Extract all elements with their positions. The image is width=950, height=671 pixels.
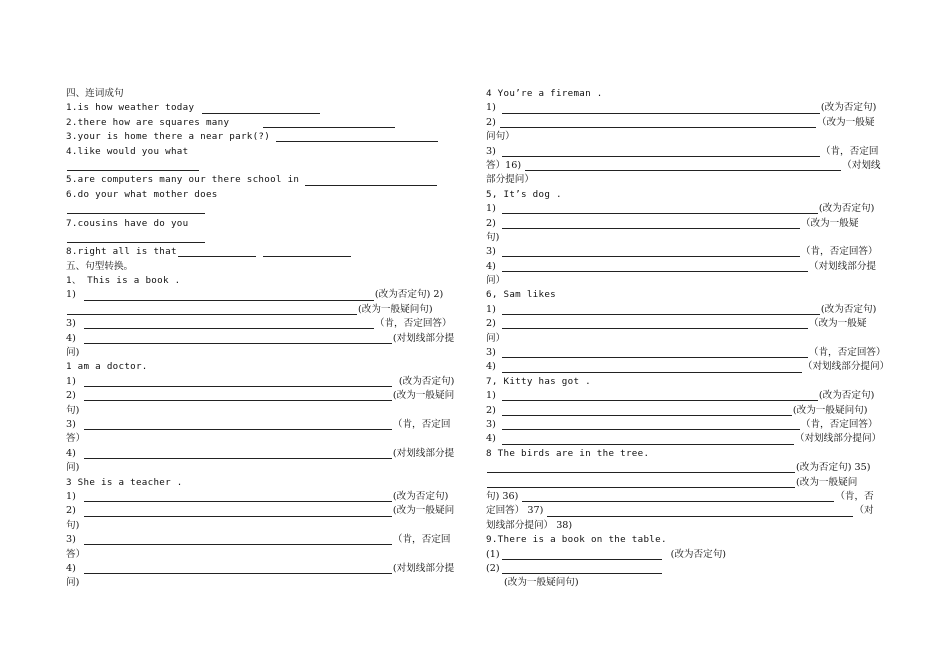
answer-blank[interactable] [84,449,392,459]
sentence-5: 5.are computers many our there school in [66,173,470,187]
q4-line-3: 3) （肯，否定回 [486,145,879,157]
answer-blank[interactable] [525,161,841,171]
answer-blank[interactable] [67,233,205,243]
answer-blank[interactable] [84,377,392,387]
answer-blank[interactable] [502,406,792,416]
right-column: 4 You’re a fireman . 1) (改为否定句) 2) （改为一般疑 问句） 3) （肯，否定回 答）16) （对划线 部分提问） 5, It’s dog . 1) (改为否定句) 2) （改为一般疑 句) 3) （肯，否定回答） 4) （对划线部分提 问） 6, Sam likes 1) (改为否定句) 2) （改为一般疑 问） 3) （肯，否定回答） 4) （对划线部分提问） 7, Kitty has got . 1) (改为否定句) 2) (改为一般疑问句) 3) （肯，否定回答） 4) （对划线部分提问） 8 The birds are in the tree. (改为否定句) 35) (改为一般疑问 句) 36) （肯，否 定回答） 37) （对 划线部分提问） 38) 9.There is a book on the table. (1) (改为否定句) (2) (改为一般疑问句) [486,88,890,589]
question-8: 8 The birds are in the tree. [486,447,650,459]
q6-line-1: 1) (改为否定句) [486,303,877,315]
q8-line-1: (改为否定句) 35) [486,461,886,475]
q7-line-4: 4) （对划线部分提问） [486,433,882,445]
left-column: 四、连词成句 1.is how weather today 2.there how are squares many 3.your is home there a near park(?) 4.like would you what 5.are computers many our there school in 6.do your what mother does 7.cousins have do you 8.right all is that 五、句型转换。 1、 This is a book . 1) (改为否定句) 2) (改为一般疑问句) 3) （肯，否定回答） 4) (对划线部分提 问) 1 am a doctor. 1) (改为否定句) 2) (改为一般疑问 句) 3) （肯，否定回 答） 4) (对划线部分提 问) 3 She is a teacher . 1) (改为否定句) 2) (改为一般疑问 句) 3) （肯，否定回 答） 4) (对划线部分提 问) [66,87,470,591]
answer-blank[interactable] [487,463,795,473]
q5-line-3: 3) （肯，否定回答） [486,246,878,258]
answer-blank[interactable] [84,507,392,517]
answer-blank[interactable] [67,305,357,315]
answer-blank[interactable] [502,564,662,574]
q5-line-4: 4) （对划线部分提 [486,260,877,272]
answer-blank[interactable] [502,219,800,229]
sentence-6: 6.do your what mother does [66,188,218,200]
answer-blank[interactable] [84,334,392,344]
q6-line-3: 3) （肯，否定回答） [486,347,886,359]
answer-blank[interactable] [502,363,802,373]
answer-blank[interactable] [502,550,662,560]
answer-blank[interactable] [67,161,199,171]
sentence-8: 8.right all is that [66,245,470,259]
q8-line-3: 句) 36) （肯，否 [486,490,874,502]
q7-line-2: 2) (改为一般疑问句) [486,404,868,416]
q2-line-1: 1) (改为否定句) [66,375,455,387]
q6-line-2: 2) （改为一般疑 [486,318,867,330]
q1-line-1: 1) (改为否定句) 2) [66,289,444,301]
q2-line-2: 2) (改为一般疑问 [66,390,455,402]
question-4: 4 You’re a fireman . [486,88,603,99]
question-2: 1 am a doctor. [66,361,148,373]
answer-blank[interactable] [305,176,437,186]
answer-blank[interactable] [202,104,320,114]
q1-line-4: 4) (对划线部分提 [66,332,455,344]
answer-blank[interactable] [502,420,800,430]
answer-blank[interactable] [263,118,395,128]
section-four-heading: 四、连词成句 [66,88,124,99]
answer-blank[interactable] [522,492,834,502]
answer-blank[interactable] [487,478,795,488]
q4-line-4: 答）16) （对划线 [486,159,881,171]
question-7: 7, Kitty has got . [486,375,591,387]
sentence-4-answer [66,159,470,173]
q3-line-3: 3) （肯，否定回 [66,534,451,546]
answer-blank[interactable] [84,564,392,574]
answer-blank[interactable] [84,420,392,430]
question-1: 1、 This is a book . [66,275,181,287]
answer-blank[interactable] [547,507,853,517]
question-5: 5, It’s dog . [486,188,562,200]
answer-blank[interactable] [502,147,820,157]
q2-line-4: 4) (对划线部分提 [66,447,455,459]
answer-blank[interactable] [276,132,438,142]
section-five-heading: 五、句型转换。 [66,260,134,272]
question-3: 3 She is a teacher . [66,476,183,488]
q4-line-2: 2) （改为一般疑 [486,116,875,128]
answer-blank[interactable] [500,118,816,128]
q4-line-1: 1) (改为否定句) [486,102,877,114]
answer-blank[interactable] [84,391,392,401]
answer-blank[interactable] [84,535,392,545]
sentence-3: 3.your is home there a near park(?) [66,130,470,144]
q8-line-2: (改为一般疑问 [486,476,886,490]
answer-blank[interactable] [84,291,374,301]
q5-line-1: 1) (改为否定句) [486,203,875,215]
sentence-4: 4.like would you what [66,145,189,157]
sentence-1: 1.is how weather today [66,101,470,115]
answer-blank[interactable] [502,391,818,401]
q5-line-2: 2) （改为一般疑 [486,217,859,229]
answer-blank[interactable] [84,492,392,502]
q6-line-4: 4) （对划线部分提问） [486,361,890,373]
q1-line-2: (改为一般疑问句) [66,303,470,317]
answer-blank[interactable] [84,319,374,329]
q9-line-2: (2) [486,562,886,576]
q3-line-1: 1) (改为否定句) [66,490,449,502]
answer-blank[interactable] [502,348,808,358]
sentence-6-answer [66,202,470,216]
q9-line-1: (1) (改为否定句) [486,548,727,560]
answer-blank[interactable] [502,305,820,315]
question-6: 6, Sam likes [486,289,556,301]
sentence-2: 2.there how are squares many [66,116,470,130]
sentence-7-answer [66,231,470,245]
q7-line-1: 1) (改为否定句) [486,390,875,402]
q7-line-3: 3) （肯，否定回答） [486,418,878,430]
q1-line-3: 3) （肯，否定回答） [66,318,452,330]
answer-blank[interactable] [263,247,351,257]
answer-blank[interactable] [502,262,808,272]
q3-line-4: 4) (对划线部分提 [66,562,455,574]
answer-blank[interactable] [502,247,800,257]
answer-blank[interactable] [502,104,820,114]
answer-blank[interactable] [502,204,818,214]
q2-line-3: 3) （肯，否定回 [66,418,451,430]
answer-blank[interactable] [502,319,808,329]
sentence-7: 7.cousins have do you [66,217,189,229]
q3-line-2: 2) (改为一般疑问 [66,505,455,517]
question-9: 9.There is a book on the table. [486,534,667,546]
answer-blank[interactable] [502,435,794,445]
answer-blank[interactable] [67,204,205,214]
answer-blank[interactable] [178,247,256,257]
q8-line-4: 定回答） 37) （对 [486,505,874,517]
